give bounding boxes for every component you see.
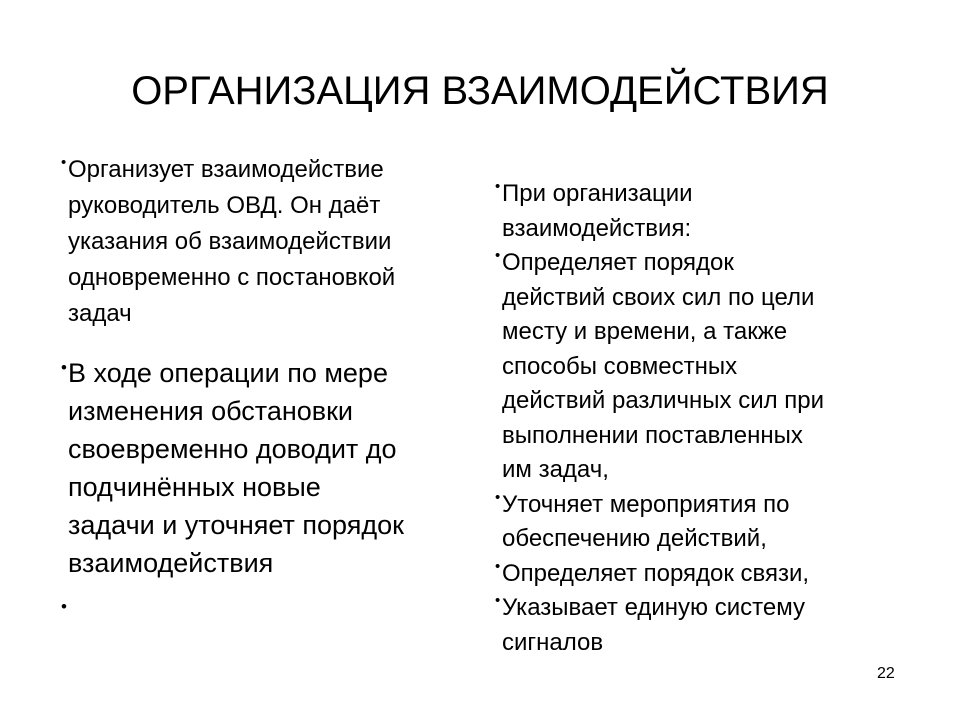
text-line: Уточняет мероприятия по — [502, 490, 790, 518]
text-line: сигналов — [502, 628, 604, 656]
bullet-item — [495, 488, 915, 557]
bullet-dot-icon: • — [495, 248, 501, 264]
text-line: задачи и уточняет порядок — [68, 510, 404, 540]
right-text-block — [495, 177, 915, 660]
text-line: выполнении поставленных — [502, 421, 803, 449]
text-line: способы совместных — [502, 352, 738, 380]
page-number: 22 — [877, 665, 895, 682]
bullet-item — [495, 177, 915, 246]
bullet-item — [61, 354, 471, 582]
text-line: Определяет порядок — [502, 249, 734, 276]
bullet-dot-icon: • — [61, 155, 67, 171]
text-line: руководитель ОВД. Он даёт — [68, 192, 381, 219]
bullet-item — [61, 152, 471, 332]
text-line: изменения обстановки — [68, 396, 354, 426]
text-line: В ходе операции по мере — [68, 358, 388, 388]
bullet-dot-icon: • — [495, 179, 501, 195]
text-line: действий различных сил при — [502, 387, 825, 414]
text-line: действий своих сил по цели — [502, 283, 815, 311]
text-line: своевременно доводит до — [68, 434, 397, 464]
text-line: месту и времени, а также — [502, 318, 788, 345]
bullet-dot-icon: • — [61, 358, 67, 377]
text-line: взаимодействия: — [502, 214, 692, 242]
text-line: обеспечению действий, — [502, 525, 767, 552]
bullet-dot-icon: • — [495, 558, 501, 575]
bullet-dot-icon: • — [495, 489, 501, 506]
text-line: им задач, — [502, 456, 609, 483]
text-line: указания об взаимодействии — [68, 228, 392, 255]
text-line: взаимодействия — [68, 548, 274, 578]
empty-bullet-item — [61, 582, 471, 620]
bullet-item — [495, 557, 915, 592]
bullet-item — [495, 246, 915, 488]
bullet-dot-icon: • — [495, 593, 501, 609]
text-line: задач — [68, 300, 132, 327]
text-line: Определяет порядок связи, — [502, 559, 810, 587]
text-line: Указывает единую систему — [502, 594, 805, 621]
bullet-item — [495, 591, 915, 660]
text-line: При организации — [502, 180, 693, 207]
text-line: одновременно с постановкой — [68, 264, 396, 291]
slide-title: ОРГАНИЗАЦИЯ ВЗАИМОДЕЙСТВИЯ — [131, 69, 829, 113]
left-bottom-text-block — [61, 354, 471, 620]
bullet-dot-icon: • — [61, 597, 67, 616]
left-top-text-block — [61, 152, 471, 332]
text-line: подчинённых новые — [68, 472, 321, 502]
text-line: Организует взаимодействие — [68, 156, 384, 183]
